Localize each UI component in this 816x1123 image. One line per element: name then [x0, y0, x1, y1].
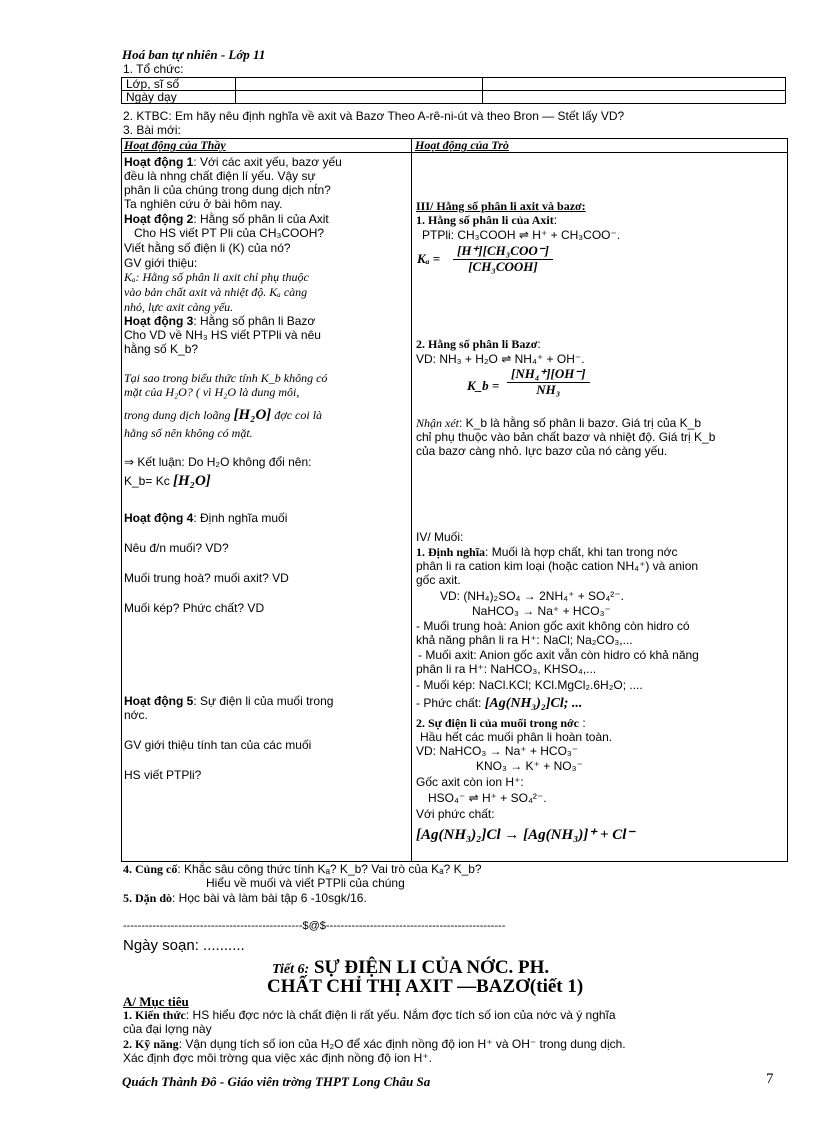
table-row	[122, 91, 786, 104]
table-cell	[483, 78, 786, 91]
separator: -------------------------------------------------$@$-------------------------------------------------	[123, 920, 506, 932]
text-line: phân li của chúng trong dung dịch nt́n?	[124, 183, 331, 197]
text-line: hằng số nên không có mặt.	[124, 426, 253, 440]
text-line: Cho HS viết PT Pli của CH₃COOH?	[134, 226, 325, 240]
text-line: nhỏ, lực axit càng yếu.	[124, 300, 234, 314]
activity-4: Hoạt động 4: Định nghĩa muối	[124, 511, 288, 525]
text-line: Muối trung hoà? muối axit? VD	[124, 571, 289, 585]
equation: NaHCO₃ → Na⁺ + HCO₃⁻	[472, 604, 611, 618]
page-number: 7	[766, 1071, 774, 1087]
text-line: Kₐ: Hằng số phân li axit chỉ phụ thuộc	[124, 270, 309, 284]
equation: PTPli: CH₃COOH ⇌ H⁺ + CH₃COO⁻.	[422, 228, 621, 242]
objective-knowledge: 1. Kiến thức: HS hiểu đợc nớc là chất điện li rất yếu. Nắm đợc tích số ion của nớc và ý nghĩa	[123, 1008, 616, 1022]
text-line: phân li ra cation kim loại (hoặc cation NH₄⁺) và anion	[416, 559, 699, 573]
text-line: Nhận xét: K_b là hằng số phân li bazơ. Giá trị của K_b	[416, 416, 702, 430]
text-line: Tại sao trong biểu thức tính K_b không có	[124, 371, 328, 385]
text-line: - Muối kép: NaCl.KCl; KCl.MgCl₂.6H₂O; ....	[416, 678, 643, 692]
text-line: chỉ phụ thuộc vào bản chất bazơ và nhiệt độ. Giá trị K_b	[416, 430, 716, 444]
teaching-date-label: Ngày dạy	[122, 91, 236, 104]
text-line: Cho VD về NH₃ HS viết PTPli và nêu	[124, 328, 321, 342]
text-line: phân li ra H⁺: NaHCO₃, KHSO₄,...	[416, 662, 597, 676]
equation: HSO₄⁻ ⇌ H⁺ + SO₄²⁻.	[428, 791, 547, 805]
table-row	[122, 78, 786, 91]
ka-denominator: [CH₃COOH]	[468, 258, 538, 274]
section-1-heading: 1. Tổ chức:	[123, 62, 184, 76]
lesson-title-line-1: Tiết 6: SỰ ĐIỆN LI CỦA NỚC. PH.	[272, 957, 550, 978]
subheading: 2. Sự điện li của muối trong nớc :	[416, 716, 586, 730]
table-cell	[483, 91, 786, 104]
document-header: Hoá ban tự nhiên - Lớp 11	[122, 47, 266, 62]
text-line: khả năng phân li ra H⁺: NaCl; Na₂CO₃,...	[416, 633, 633, 647]
student-column-header: Hoạt động của Trò	[415, 138, 509, 152]
objectives-heading: A/ Mục tiêu	[123, 994, 189, 1009]
complex-equation: [Ag(NH₃)₂]Cl → [Ag(NH₃)]⁺ + Cl⁻	[416, 827, 635, 843]
footer-author: Quách Thành Đô - Giáo viên trờng THPT Long Châu Sa	[122, 1074, 431, 1089]
text-line: - Phức chất: [Ag(NH₃)₂]Cl; ...	[416, 696, 583, 711]
text-line: của đại lợng này	[123, 1022, 212, 1036]
activity-2: Hoạt động 2: Hằng số phân li của Axit	[124, 212, 329, 226]
equation: VD: (NH₄)₂SO₄ → 2NH₄⁺ + SO₄²⁻.	[440, 589, 624, 603]
text-line: - Muối trung hoà: Anion gốc axit không còn hidro có	[416, 619, 690, 633]
section-4: 4. Củng cố: Khắc sâu công thức tính Kₐ? K_b? Vai trò của Kₐ? K_b?	[123, 862, 482, 876]
text-line: của bazơ càng nhỏ. lực bazơ của nó càng yếu.	[416, 444, 668, 458]
kb-formula-fraction	[507, 367, 590, 398]
lesson-table	[121, 138, 788, 862]
lesson-title-line-2: CHẤT CHỈ THỊ AXIT —BAZƠ(tiết 1)	[267, 976, 584, 997]
text-line: Với phức chất:	[416, 807, 495, 821]
kb-numerator: [NH₄⁺][OH⁻]	[507, 367, 590, 383]
section-2-ktbc: 2. KTBC: Em hãy nêu định nghĩa về axit và Bazơ Theo A-rê-ni-út và theo Bron — Stết lấy VD?	[123, 109, 625, 123]
section-heading: IV/ Muối:	[416, 530, 464, 544]
text-line: GV giới thiệu tính tan của các muối	[124, 738, 312, 752]
subheading: 1. Định nghĩa: Muối là hợp chất, khi tan trong nớc	[416, 545, 678, 559]
text-line: trong dung dịch loãng [H₂O] đợc coi là	[124, 407, 323, 423]
equation: VD: NaHCO₃ → Na⁺ + HCO₃⁻	[416, 744, 579, 758]
text-line: Muối kép? Phức chất? VD	[124, 601, 265, 615]
ka-numerator: [H⁺][CH₃COO⁻]	[453, 244, 553, 260]
activity-5: Hoạt động 5: Sự điện li của muối trong	[124, 694, 334, 708]
class-info-table	[121, 77, 786, 104]
text-line: K_b= Kc [H₂O]	[124, 473, 211, 489]
text-line: Ta nghiên cứu ở bài hôm nay.	[124, 197, 283, 211]
text-line: đều là nhng chất điện lí yếu. Vậy sự	[124, 169, 316, 183]
subheading: 2. Hằng số phân li Bazơ:	[416, 337, 541, 351]
kb-denominator: NH₃	[536, 381, 561, 397]
text-line: Nêu đ/n muối? VD?	[124, 541, 229, 555]
teacher-column-header: Hoạt động của Thầy	[124, 138, 226, 152]
text-line: Xác định đợc môi trờng qua việc xác định nồng độ ion H⁺.	[123, 1051, 432, 1065]
text-line: - Muối axit: Anion gốc axit vẫn còn hidro có khả năng	[418, 648, 699, 662]
table-cell	[236, 91, 483, 104]
equation: VD: NH₃ + H₂O ⇌ NH₄⁺ + OH⁻.	[416, 352, 585, 366]
text-line: nớc.	[124, 708, 148, 722]
text-line: mặt của H₂O? ( vì H₂O là dung môi,	[124, 385, 300, 399]
text-line: HS viết PTPli?	[124, 768, 202, 782]
class-size-label: Lớp, sĩ số	[122, 78, 236, 91]
text-line: hằng số K_b?	[124, 342, 199, 356]
text-line: gốc axit.	[416, 573, 461, 587]
activity-1: Hoạt động 1: Với các axit yếu, bazơ yếu	[124, 155, 342, 169]
section-5: 5. Dặn dò: Học bài và làm bài tập 6 -10sgk/16.	[123, 891, 367, 905]
text-line: Hiểu về muối và viết PTPli của chúng	[206, 876, 405, 890]
kb-formula-lhs: K_b =	[467, 378, 500, 393]
section-heading: III/ Hằng số phân li axit và bazơ:	[416, 199, 586, 213]
activity-3: Hoạt động 3: Hằng số phân li Bazơ	[124, 314, 316, 328]
ka-formula-lhs: Kₐ =	[417, 251, 441, 266]
column-divider	[411, 139, 412, 861]
text-line: GV giới thiệu:	[124, 256, 198, 270]
prep-date: Ngày soạn: ..........	[123, 937, 245, 954]
subheading: 1. Hằng số phân li của Axit:	[416, 213, 558, 227]
ka-formula-fraction	[453, 244, 553, 275]
objective-skills: 2. Kỹ năng: Vận dụng tích số ion của H₂O để xác định nồng độ ion H⁺ và OH⁻ trong dung dịch.	[123, 1037, 626, 1051]
text-line: Viết hằng số điện li (K) của nó?	[124, 241, 291, 255]
equation: KNO₃ → K⁺ + NO₃⁻	[476, 759, 583, 773]
text-line: vào bản chất axit và nhiệt độ. Kₐ càng	[124, 285, 308, 299]
table-cell	[236, 78, 483, 91]
text-line: Hầu hết các muối phân li hoàn toàn.	[420, 730, 613, 744]
text-line: Gốc axit còn ion H⁺:	[416, 775, 524, 789]
conclusion-line: ⇒ Kết luận: Do H₂O không đổi nên:	[124, 455, 312, 469]
section-3-heading: 3. Bài mới:	[123, 123, 181, 137]
